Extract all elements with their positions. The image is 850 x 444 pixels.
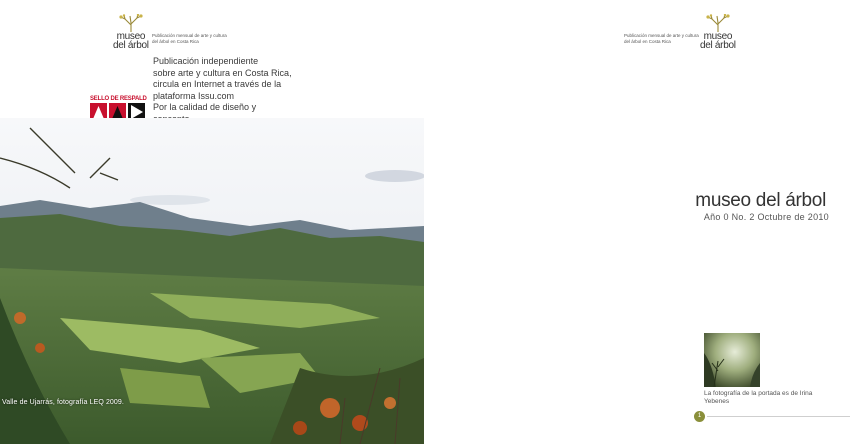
tagline-line-1: Publicación mensual de arte y cultura: [152, 33, 227, 38]
logo-line-1: museo: [703, 31, 733, 42]
issue-info: Año 0 No. 2 Octubre de 2010: [703, 212, 829, 222]
magazine-logo: [113, 14, 149, 50]
logo-line-2: del árbol: [700, 40, 736, 51]
tagline-line-2: del árbol en Costa Rica: [624, 38, 671, 44]
intro-line: sobre arte y cultura en Costa Rica,: [153, 67, 292, 78]
cover-photo: [0, 118, 424, 444]
logo-line-2: del árbol: [113, 40, 149, 51]
right-page: [425, 0, 850, 444]
intro-line: Por la calidad de diseño y: [153, 102, 257, 112]
page-number-badge: 1: [694, 411, 705, 422]
logo-tagline: [152, 33, 232, 44]
thumbnail-caption: La fotografía de la portada es de Irina Yebenes: [704, 390, 813, 405]
intro-line: circula en Internet a través de la: [153, 79, 282, 89]
logo-line-1: museo: [116, 31, 146, 42]
intro-line: Publicación independiente: [153, 56, 259, 66]
logo-tagline: [624, 33, 704, 44]
tree-logo-icon: [116, 14, 146, 32]
magazine-title: museo del árbol: [695, 190, 826, 211]
cover-thumbnail: [704, 333, 760, 387]
magazine-logo: [700, 14, 736, 50]
footer-divider: [707, 416, 850, 417]
tagline-line-1: Publicación mensual de arte y cultura: [624, 33, 699, 38]
tagline-line-2: del árbol en Costa Rica: [152, 38, 199, 44]
tree-logo-icon: [703, 14, 733, 32]
sello-title: SELLO DE RESPALD: [90, 96, 147, 102]
intro-line: plataforma Issu.com: [153, 90, 235, 101]
photo-caption: Valle de Ujarrás, fotografía LEQ 2009.: [2, 399, 124, 406]
